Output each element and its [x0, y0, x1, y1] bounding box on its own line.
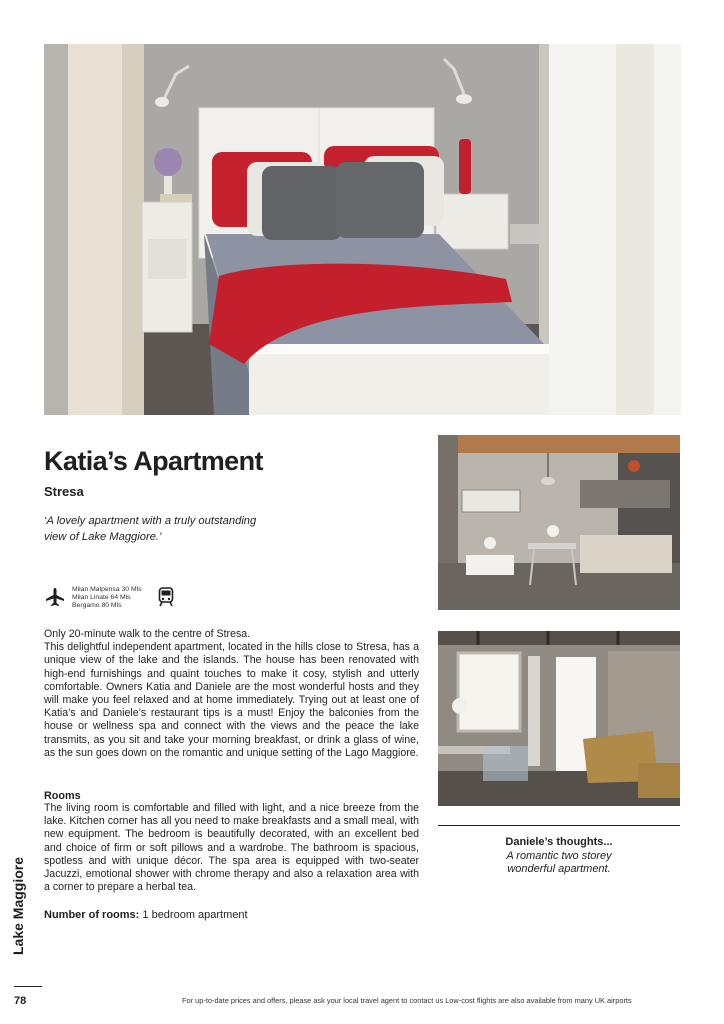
number-of-rooms-value: 1 bedroom apartment — [139, 909, 248, 921]
page-number-divider — [14, 986, 42, 987]
thoughts-box — [438, 836, 680, 877]
distance-item: Milan Malpensa 30 Mls — [72, 586, 142, 593]
train-icon — [158, 587, 174, 607]
photo-living-kitchen — [438, 435, 680, 610]
section-label-text: Lake Maggiore — [10, 856, 26, 956]
thoughts-divider — [438, 825, 680, 826]
description-paragraph: This delightful independent apartment, located in the hills close to Stresa, has a unique view of the lake and the islands. The house has been renovated with high-end furnishings and quaint touches to make it cosy, stylish and utterly comfortable. Owners Katia and Daniele are the most wonderful hosts and they will make you feel relaxed and at home immediately. Trying out at least one of Katia’s and Daniele’s restaurant tips is a must! Enjoy the balconies from the house or wellness spa and connect with the views and the peace the lake transmits, as you sit and take your morning breakfast, or drink a glass of wine, as the sun goes down on the romantic and unique setting of the Lago Maggiore. — [44, 641, 419, 759]
footer-note: For up-to-date prices and offers, please ask your local travel agent to contact us Low-cost flights are also available from many UK airports — [182, 996, 632, 1005]
rooms-paragraph: The living room is comfortable and filled with light, and a nice breeze from the lake. Kitchen corner has all you need to make breakfasts and a small meal, with new equipment. The bedroom is beautifully decorated, with an excellent bed and choice of firm or soft pillows and a wardrobe. The bathroom is spacious, spotless and with unique décor. The spa area is equipped with two-seater Jacuzzi, emotional shower with chrome therapy and also a relaxation area with a corner to prepare a herbal tea. — [44, 802, 419, 894]
location-label: Stresa — [44, 484, 84, 499]
number-of-rooms — [44, 909, 248, 921]
page-title: Katia’s Apartment — [44, 446, 263, 476]
thoughts-line: A romantic two storey — [506, 849, 612, 862]
rooms-heading: Rooms — [44, 790, 81, 802]
rooms-text — [44, 802, 419, 894]
thoughts-heading: Daniele’s thoughts... — [505, 836, 613, 848]
description-paragraph: Only 20-minute walk to the centre of Stresa. — [44, 628, 251, 640]
section-label — [7, 846, 29, 966]
description-text — [44, 628, 419, 760]
thoughts-line: wonderful apartment. — [507, 863, 611, 875]
number-of-rooms-label: Number of rooms: — [44, 909, 140, 921]
photo-lounge — [438, 631, 680, 806]
page-number: 78 — [14, 995, 27, 1007]
distance-list — [72, 586, 142, 610]
distance-item: Bergamo 80 Mls — [72, 602, 122, 609]
tagline-quote: ‘A lovely apartment with a truly outstanding view of Lake Maggiore.’ — [44, 515, 257, 543]
distance-item: Milan Linate 64 Mls — [72, 594, 131, 601]
plane-icon — [45, 587, 65, 607]
hero-photo-bedroom — [44, 44, 681, 415]
